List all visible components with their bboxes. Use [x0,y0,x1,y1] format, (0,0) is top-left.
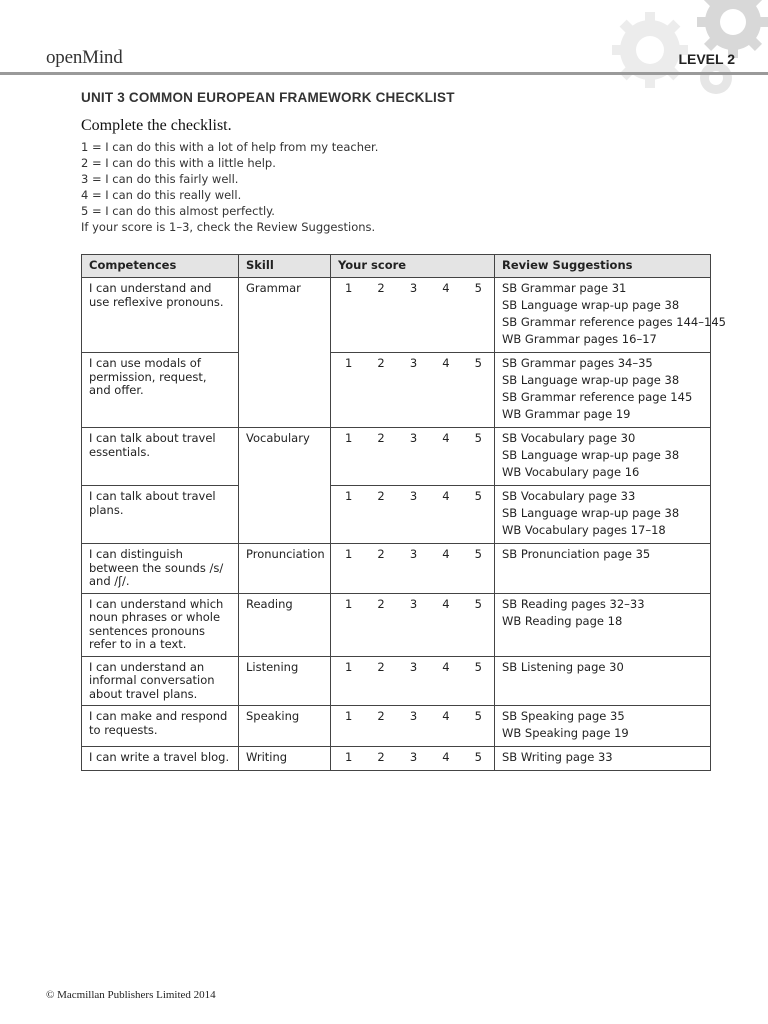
scale-line: If your score is 1–3, check the Review Suggestions. [81,220,376,234]
review-suggestion: SB Vocabulary page 30 [502,431,636,445]
review-suggestion: SB Grammar reference pages 144–145 [502,315,726,329]
review-suggestions-cell [495,278,726,353]
review-suggestion: SB Grammar pages 34–35 [502,356,653,370]
table-row [82,353,711,428]
review-suggestion: WB Grammar pages 16–17 [502,332,657,346]
table-row [82,278,711,353]
column-header-skill: Skill [239,255,331,278]
score-options [338,490,487,504]
column-header-review-suggestions: Review Suggestions [495,255,711,278]
score-option-4[interactable]: 4 [442,596,450,611]
score-option-5[interactable]: 5 [474,659,482,674]
table-row [82,593,711,656]
table-row [82,656,711,706]
score-option-3[interactable]: 3 [409,596,418,611]
scale-line: 4 = I can do this really well. [81,188,242,202]
score-option-1[interactable]: 1 [345,596,353,611]
score-option-2[interactable]: 2 [377,356,385,370]
score-option-1[interactable]: 1 [345,709,353,723]
review-suggestion: SB Language wrap-up page 38 [502,448,680,462]
review-suggestions-cell [495,656,711,706]
skill-cell: Reading [239,593,331,656]
score-option-4[interactable]: 4 [442,281,450,295]
score-option-4[interactable]: 4 [442,356,450,370]
score-options [338,751,487,765]
review-suggestion: SB Speaking page 35 [502,709,625,723]
competence-cell: I can understand an informal conversation about travel plans. [82,656,239,706]
table-header-row [82,255,711,278]
review-suggestion: WB Grammar page 19 [502,407,631,421]
column-header-your-score: Your score [331,255,495,278]
score-cell [331,706,495,747]
competence-cell: I can make and respond to requests. [82,706,239,747]
score-option-2[interactable]: 2 [377,431,385,445]
score-option-2[interactable]: 2 [377,750,385,764]
score-option-5[interactable]: 5 [474,489,482,503]
score-option-3[interactable]: 3 [409,750,418,764]
score-option-3[interactable]: 3 [409,709,418,723]
score-option-2[interactable]: 2 [377,281,385,295]
skill-cell: Listening [239,656,331,706]
score-option-1[interactable]: 1 [345,750,353,764]
score-options [338,598,487,612]
score-option-3[interactable]: 3 [409,547,418,561]
score-scale-legend [81,139,378,235]
column-header-competences: Competences [82,255,239,278]
score-option-5[interactable]: 5 [474,431,482,445]
review-suggestion: SB Listening page 30 [502,659,624,674]
score-cell [331,656,495,706]
review-suggestions-cell [495,747,711,771]
score-options [338,432,487,446]
competence-cell: I can distinguish between the sounds /s/ and /ʃ/. [82,544,239,594]
review-suggestions-cell [495,486,711,544]
table-row [82,544,711,594]
review-suggestion: SB Grammar reference page 145 [502,390,693,404]
score-option-2[interactable]: 2 [377,489,385,503]
review-suggestion: SB Language wrap-up page 38 [502,298,680,312]
copyright-footer: © Macmillan Publishers Limited 2014 [46,989,216,1001]
gears-decoration-icon [598,0,768,100]
score-option-3[interactable]: 3 [409,659,418,674]
scale-line: 1 = I can do this with a lot of help from my teacher. [81,140,379,154]
checklist-table [81,254,726,771]
table-row [82,706,711,747]
competence-cell: I can understand and use reflexive pronouns. [82,278,239,353]
score-option-3[interactable]: 3 [409,489,418,503]
score-option-5[interactable]: 5 [474,547,482,561]
review-suggestion: SB Grammar page 31 [502,281,627,295]
review-suggestion: WB Vocabulary page 16 [502,465,640,479]
brand-logo: openMind [46,47,123,68]
review-suggestion: SB Language wrap-up page 38 [502,373,680,387]
instruction-text: Complete the checklist. [81,117,232,134]
header-rule [0,72,768,75]
competence-cell: I can write a travel blog. [82,747,239,771]
review-suggestions-cell [495,593,711,656]
review-suggestion: WB Vocabulary pages 17–18 [502,523,666,537]
review-suggestion: WB Reading page 18 [502,613,623,628]
score-option-5[interactable]: 5 [474,709,482,723]
score-option-4[interactable]: 4 [442,750,450,764]
review-suggestion: SB Pronunciation page 35 [502,547,651,561]
review-suggestions-cell [495,544,711,594]
review-suggestion: SB Writing page 33 [502,750,613,764]
review-suggestion: WB Speaking page 19 [502,726,629,740]
level-label: LEVEL 2 [678,51,735,67]
skill-cell: Writing [239,747,331,771]
competence-cell: I can talk about travel plans. [82,486,239,544]
score-option-5[interactable]: 5 [474,596,482,611]
score-cell [331,544,495,594]
score-option-1[interactable]: 1 [345,356,353,370]
score-option-1[interactable]: 1 [345,431,353,445]
score-options [338,282,487,296]
score-option-2[interactable]: 2 [377,547,385,561]
score-cell [331,486,495,544]
score-options [338,661,487,675]
checklist-body [82,278,726,771]
score-option-5[interactable]: 5 [474,356,482,370]
score-option-1[interactable]: 1 [345,659,353,674]
skill-cell: Vocabulary [239,428,331,544]
score-option-1[interactable]: 1 [345,281,353,295]
scale-line: 3 = I can do this fairly well. [81,172,239,186]
review-suggestions-cell [495,353,711,428]
review-suggestions-cell [495,428,711,486]
scale-line: 2 = I can do this with a little help. [81,156,276,170]
page-title: UNIT 3 COMMON EUROPEAN FRAMEWORK CHECKLIST [81,90,455,105]
score-option-3[interactable]: 3 [409,356,418,370]
competence-cell: I can understand which noun phrases or whole sentences pronouns refer to in a text. [82,593,239,656]
score-options [338,548,487,562]
skill-cell: Speaking [239,706,331,747]
review-suggestion: SB Reading pages 32–33 [502,596,645,611]
score-cell [331,428,495,486]
score-option-5[interactable]: 5 [474,281,482,295]
competence-cell: I can talk about travel essentials. [82,428,239,486]
score-option-3[interactable]: 3 [409,431,418,445]
score-option-2[interactable]: 2 [377,596,385,611]
score-cell [331,353,495,428]
score-option-1[interactable]: 1 [345,547,353,561]
skill-cell: Pronunciation [239,544,331,594]
scale-line: 5 = I can do this almost perfectly. [81,204,275,218]
review-suggestions-cell [495,706,711,747]
score-option-1[interactable]: 1 [345,489,353,503]
table-row [82,747,711,771]
score-option-2[interactable]: 2 [377,709,385,723]
score-options [338,710,487,724]
score-option-4[interactable]: 4 [442,659,450,674]
score-option-4[interactable]: 4 [442,431,450,445]
review-suggestion: SB Language wrap-up page 38 [502,506,680,520]
score-option-2[interactable]: 2 [377,659,385,674]
competence-cell: I can use modals of permission, request, and offer. [82,353,239,428]
score-cell [331,278,495,353]
table-row [82,428,711,486]
score-option-4[interactable]: 4 [442,709,450,723]
score-options [338,357,487,371]
score-option-4[interactable]: 4 [442,489,450,503]
review-suggestion: SB Vocabulary page 33 [502,489,636,503]
score-cell [331,747,495,771]
score-option-4[interactable]: 4 [442,547,450,561]
skill-cell: Grammar [239,278,331,428]
table-row [82,486,711,544]
score-option-5[interactable]: 5 [474,750,482,764]
score-cell [331,593,495,656]
score-option-3[interactable]: 3 [409,281,418,295]
